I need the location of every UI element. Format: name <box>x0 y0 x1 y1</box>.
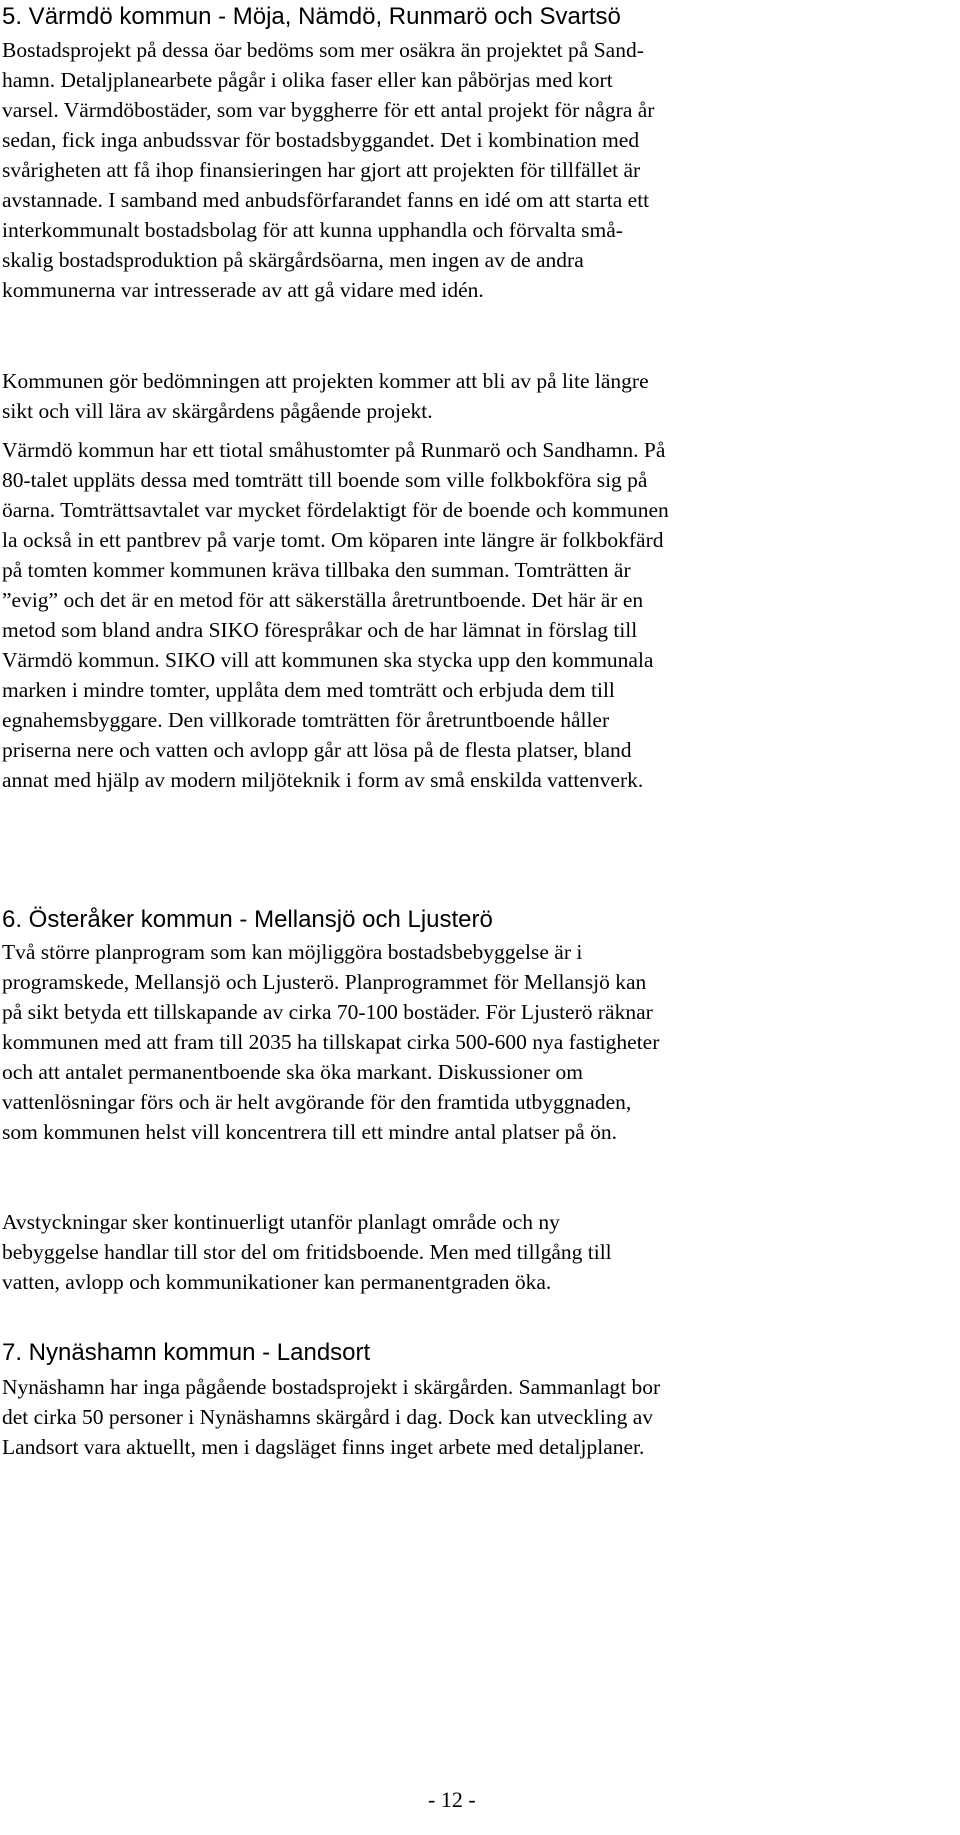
text-line: Landsort vara aktuellt, men i dagsläget finns inget arbete med detaljplaner. <box>2 1435 645 1459</box>
text-line: 80-talet uppläts dessa med tomträtt till boende som ville folkbokföra sig på <box>2 468 648 492</box>
text-line: priserna nere och vatten och avlopp går att lösa på de flesta platser, bland <box>2 738 632 762</box>
paragraph <box>2 1207 922 1297</box>
text-line: vattenlösningar förs och är helt avgörande för den framtida utbyggnaden, <box>2 1090 632 1114</box>
text-line: metod som bland andra SIKO förespråkar och de har lämnat in förslag till <box>2 618 638 642</box>
text-line: egnahemsbyggare. Den villkorade tomträtten för åretruntboende håller <box>2 708 610 732</box>
section-heading: 7. Nynäshamn kommun - Landsort <box>2 1339 371 1366</box>
text-line: och att antalet permanentboende ska öka markant. Diskussioner om <box>2 1060 583 1084</box>
paragraph <box>2 435 922 795</box>
text-line: svårigheten att få ihop finansieringen har gjort att projekten för tillfället är <box>2 158 641 182</box>
text-line: det cirka 50 personer i Nynäshamns skärgård i dag. Dock kan utveckling av <box>2 1405 653 1429</box>
text-line: interkommunalt bostadsbolag för att kunna upphandla och förvalta små- <box>2 218 623 242</box>
paragraph <box>2 366 922 426</box>
text-line: Nynäshamn har inga pågående bostadsprojekt i skärgården. Sammanlagt bor <box>2 1375 661 1399</box>
text-line: Bostadsprojekt på dessa öar bedöms som mer osäkra än projektet på Sand- <box>2 38 644 62</box>
text-line: avstannade. I samband med anbudsförfarandet fanns en idé om att starta ett <box>2 188 650 212</box>
text-line: kommunen med att fram till 2035 ha tillskapat cirka 500-600 nya fastigheter <box>2 1030 660 1054</box>
section-heading: 5. Värmdö kommun - Möja, Nämdö, Runmarö och Svartsö <box>2 3 621 30</box>
text-line: programskede, Mellansjö och Ljusterö. Planprogrammet för Mellansjö kan <box>2 970 647 994</box>
paragraph <box>2 1372 922 1462</box>
text-line: på tomten kommer kommunen kräva tillbaka den summan. Tomträtten är <box>2 558 631 582</box>
text-line: Värmdö kommun. SIKO vill att kommunen ska stycka upp den kommunala <box>2 648 654 672</box>
text-line: sikt och vill lära av skärgårdens pågående projekt. <box>2 399 433 423</box>
text-line: vatten, avlopp och kommunikationer kan permanentgraden öka. <box>2 1270 552 1294</box>
text-line: skalig bostadsproduktion på skärgårdsöarna, men ingen av de andra <box>2 248 584 272</box>
text-line: Två större planprogram som kan möjliggöra bostadsbebyggelse är i <box>2 940 583 964</box>
text-line: öarna. Tomträttsavtalet var mycket fördelaktigt för de boende och kommunen <box>2 498 669 522</box>
text-line: Avstyckningar sker kontinuerligt utanför planlagt område och ny <box>2 1210 560 1234</box>
text-line: Kommunen gör bedömningen att projekten kommer att bli av på lite längre <box>2 369 649 393</box>
text-line: la också in ett pantbrev på varje tomt. Om köparen inte längre är folkbokfärd <box>2 528 664 552</box>
text-line: kommunerna var intresserade av att gå vidare med idén. <box>2 278 484 302</box>
text-line: marken i mindre tomter, upplåta dem med tomträtt och erbjuda dem till <box>2 678 615 702</box>
text-line: sedan, fick inga anbudssvar för bostadsbyggandet. Det i kombination med <box>2 128 640 152</box>
text-line: hamn. Detaljplanearbete pågår i olika faser eller kan påbörjas med kort <box>2 68 613 92</box>
page-number: - 12 - <box>428 1787 476 1812</box>
paragraph <box>2 937 922 1147</box>
text-line: varsel. Värmdöbostäder, som var byggherre för ett antal projekt för några år <box>2 98 655 122</box>
section-heading: 6. Österåker kommun - Mellansjö och Ljusterö <box>2 906 493 933</box>
text-line: Värmdö kommun har ett tiotal småhustomter på Runmarö och Sandhamn. På <box>2 438 666 462</box>
text-line: ”evig” och det är en metod för att säkerställa åretruntboende. Det här är en <box>2 588 644 612</box>
text-line: bebyggelse handlar till stor del om fritidsboende. Men med tillgång till <box>2 1240 612 1264</box>
paragraph <box>2 35 922 305</box>
text-line: på sikt betyda ett tillskapande av cirka 70-100 bostäder. För Ljusterö räknar <box>2 1000 653 1024</box>
text-line: annat med hjälp av modern miljöteknik i form av små enskilda vattenverk. <box>2 768 644 792</box>
text-line: som kommunen helst vill koncentrera till ett mindre antal platser på ön. <box>2 1120 617 1144</box>
